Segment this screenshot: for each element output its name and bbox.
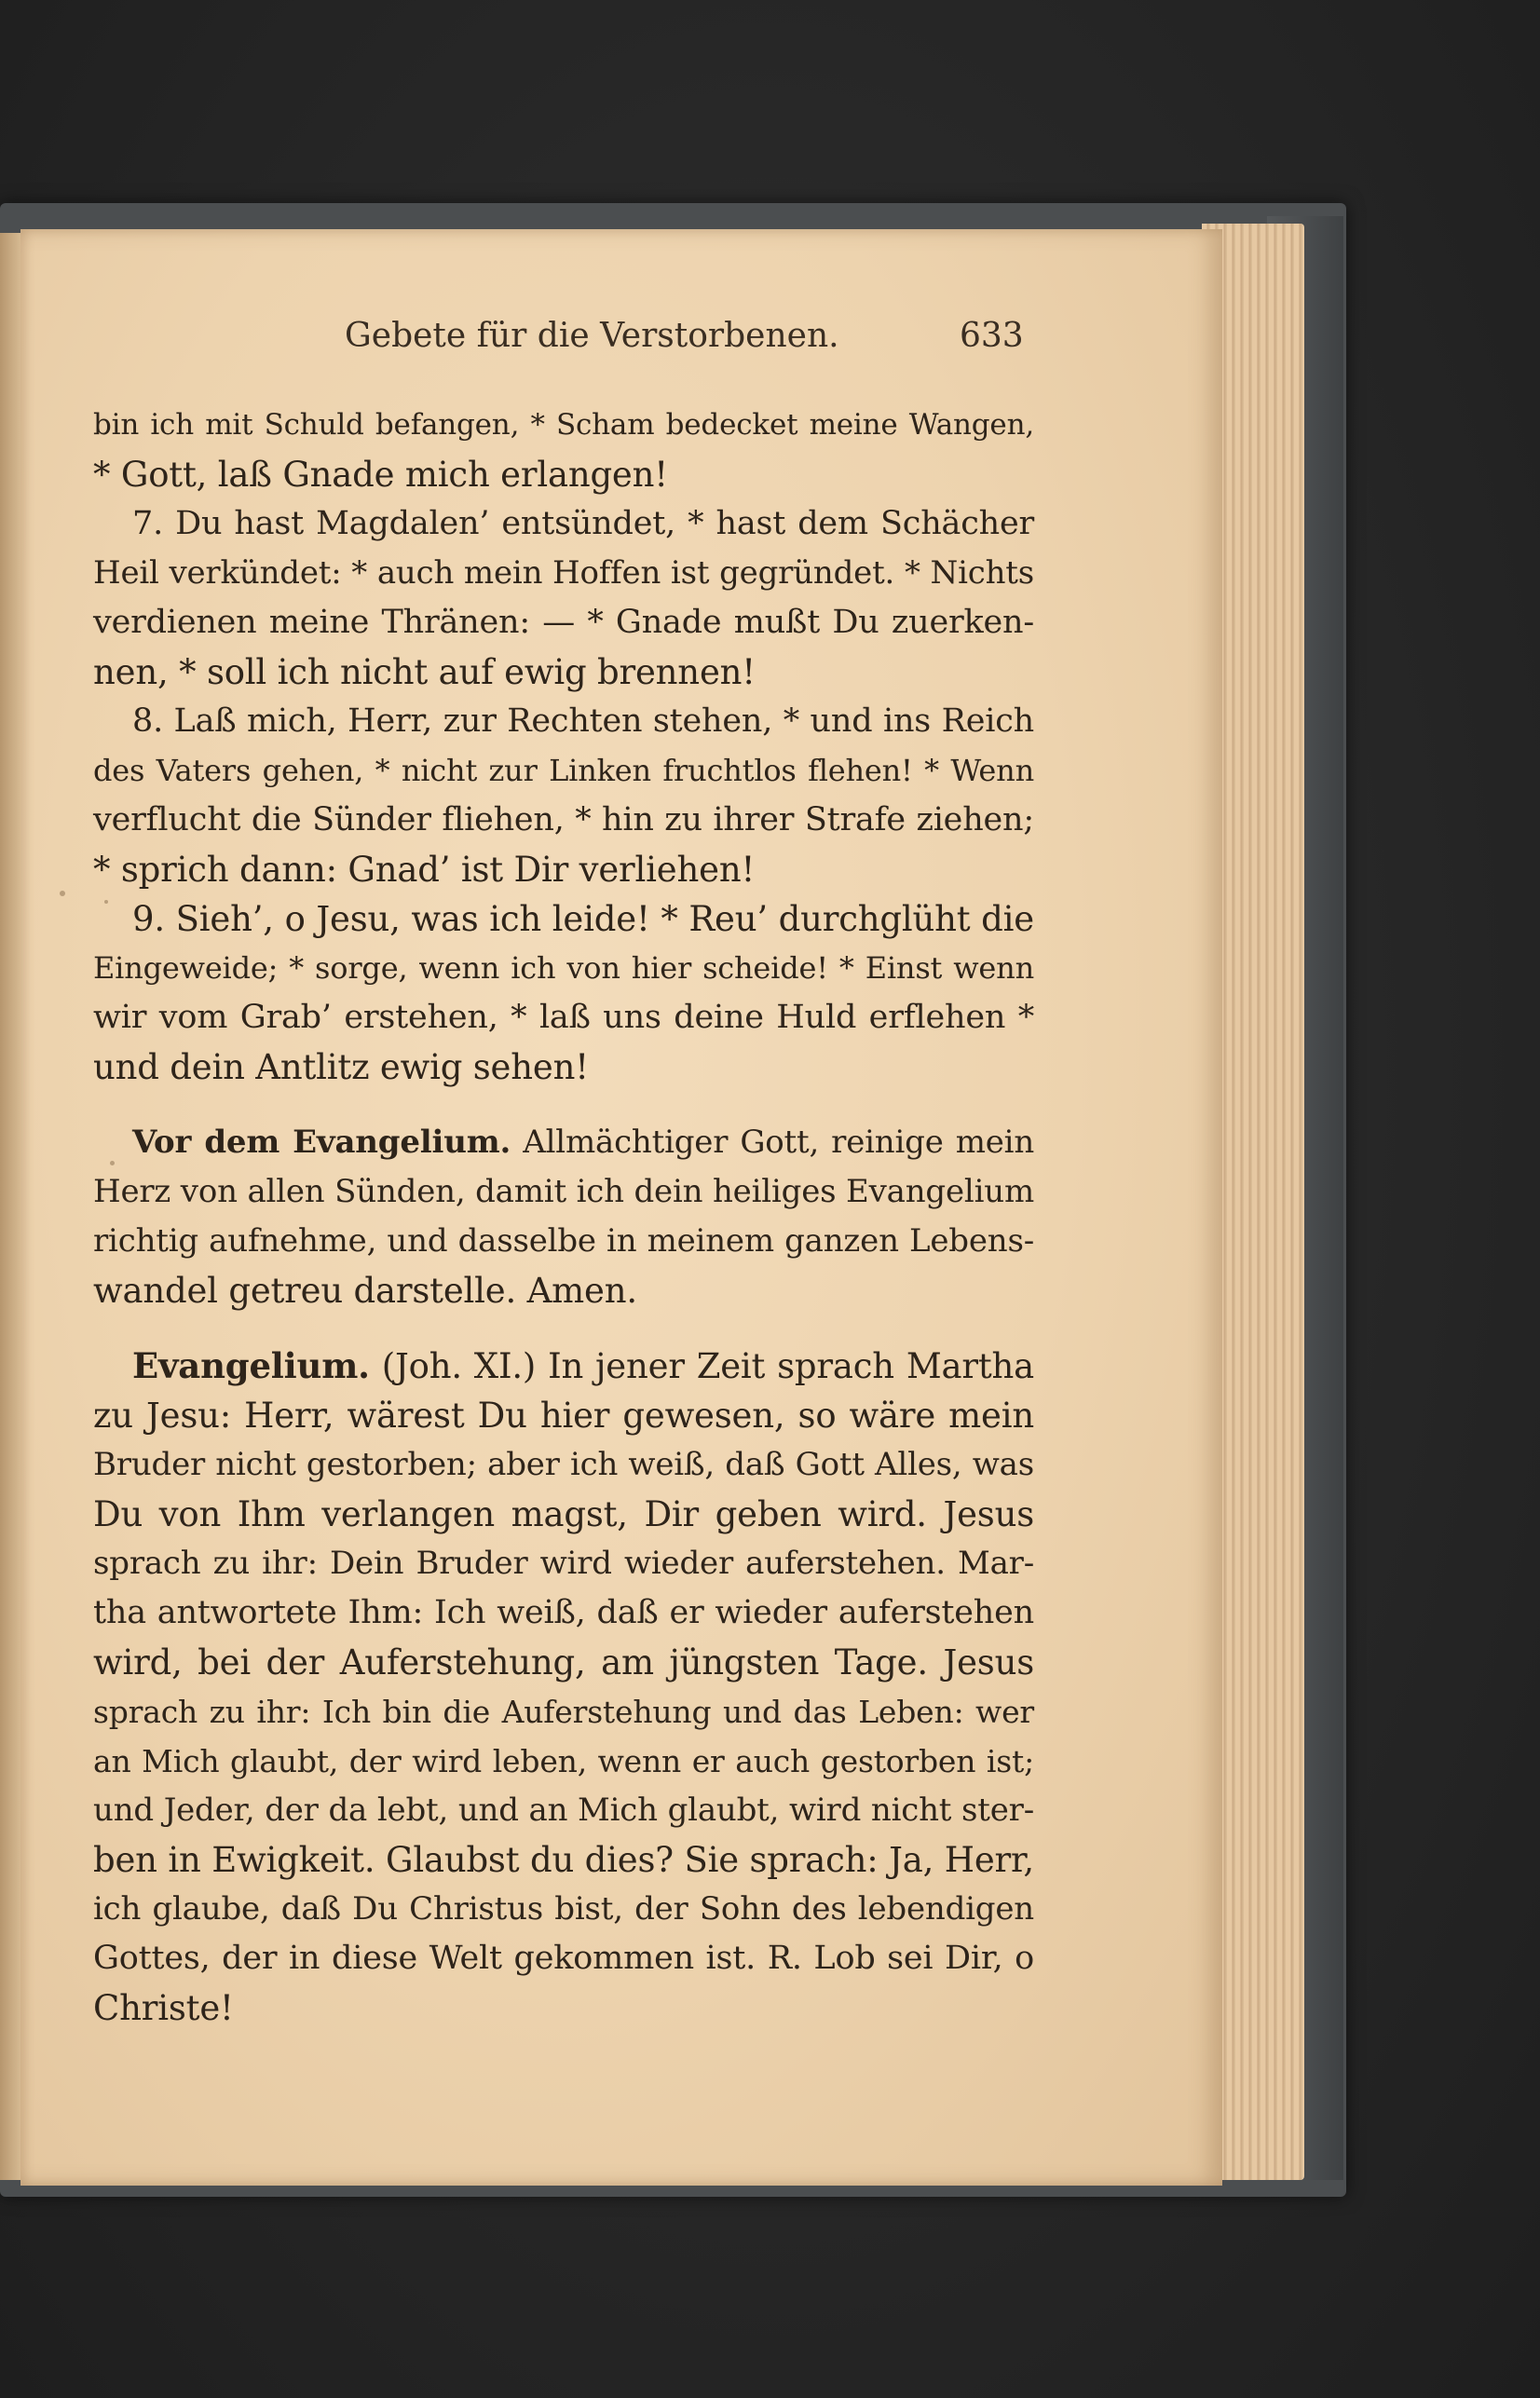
- text-line: Gottes, der in diese Welt gekommen ist. R. Lob sei Dir, o: [93, 1940, 1034, 1977]
- text-line: wird, bei der Auferstehung, am jüngsten Tage. Jesus: [93, 1642, 1034, 1683]
- text-line: 7. Du hast Magdalen’ entsündet, * hast dem Schächer: [132, 505, 1034, 542]
- text-line: ben in Ewigkeit. Glaubst du dies? Sie sprach: Ja, Herr,: [93, 1840, 1034, 1880]
- text-line: * sprich dann: Gnad’ ist Dir verliehen!: [93, 850, 756, 890]
- text-line: sprach zu ihr: Dein Bruder wird wieder auferstehen. Mar-: [93, 1545, 1034, 1582]
- gospel-intro-text: Allmächtiger Gott, reinige mein: [523, 1124, 1035, 1161]
- text-line: bin ich mit Schuld befangen, * Scham bedecket meine Wangen,: [93, 408, 1034, 442]
- text-line: wir vom Grab’ erstehen, * laß uns deine Huld erflehen *: [93, 999, 1034, 1036]
- text-line: und dein Antlitz ewig sehen!: [93, 1047, 589, 1087]
- text-line: * Gott, laß Gnade mich erlangen!: [93, 455, 668, 495]
- text-line: Christe!: [93, 1988, 234, 2028]
- paragraph-gap: [93, 1315, 1034, 1342]
- text-line: des Vaters gehen, * nicht zur Linken fruchtlos flehen! * Wenn: [93, 753, 1034, 788]
- running-title: Gebete für die Verstorbenen.: [345, 317, 839, 355]
- page-body: [93, 401, 1034, 2033]
- text-line: sprach zu ihr: Ich bin die Auferstehung und das Leben: wer: [93, 1694, 1034, 1730]
- text-line: zu Jesu: Herr, wärest Du hier gewesen, so wäre mein: [93, 1396, 1034, 1436]
- text-line: verdienen meine Thränen: — * Gnade mußt Du zuerken-: [93, 604, 1034, 641]
- text-line: nen, * soll ich nicht auf ewig brennen!: [93, 652, 756, 692]
- gospel-first-line: [93, 1342, 1034, 1391]
- text-line: 8. Laß mich, Herr, zur Rechten stehen, * und ins Reich: [132, 702, 1034, 740]
- page-number: 633: [960, 317, 1024, 355]
- text-line: verflucht die Sünder fliehen, * hin zu ihrer Strafe ziehen;: [93, 801, 1034, 838]
- text-line: richtig aufnehme, und dasselbe in meinem ganzen Lebens-: [93, 1222, 1034, 1260]
- text-line: Du von Ihm verlangen magst, Dir geben wird. Jesus: [93, 1494, 1034, 1534]
- text-line: wandel getreu darstelle. Amen.: [93, 1271, 637, 1311]
- text-line: Herz von allen Sünden, damit ich dein heiliges Evangelium: [93, 1173, 1034, 1210]
- text-line: Bruder nicht gestorben; aber ich weiß, daß Gott Alles, was: [93, 1446, 1034, 1483]
- text-line: ich glaube, daß Du Christus bist, der Sohn des lebendigen: [93, 1890, 1034, 1928]
- text-line: an Mich glaubt, der wird leben, wenn er auch gestorben ist;: [93, 1743, 1034, 1779]
- text-line: und Jeder, der da lebt, und an Mich glaubt, wird nicht ster-: [93, 1792, 1034, 1829]
- text-line: Heil verkündet: * auch mein Hoffen ist gegründet. * Nichts: [93, 554, 1034, 592]
- left-page-edge: [0, 233, 22, 2180]
- text-line: 9. Sieh’, o Jesu, was ich leide! * Reu’ durchglüht die: [132, 899, 1034, 939]
- text-line: Eingeweide; * sorge, wenn ich von hier scheide! * Einst wenn: [93, 950, 1034, 986]
- gospel-intro-heading: Vor dem Evangelium.: [132, 1124, 511, 1161]
- gospel-text: (Joh. XI.) In jener Zeit sprach Martha: [381, 1346, 1035, 1386]
- text-line: tha antwortete Ihm: Ich weiß, daß er wieder auferstehen: [93, 1594, 1034, 1631]
- gospel-heading: Evangelium.: [132, 1345, 370, 1386]
- paragraph-gap: [93, 1092, 1034, 1118]
- gospel-intro-first-line: [93, 1118, 1034, 1167]
- page-spot: [60, 891, 65, 896]
